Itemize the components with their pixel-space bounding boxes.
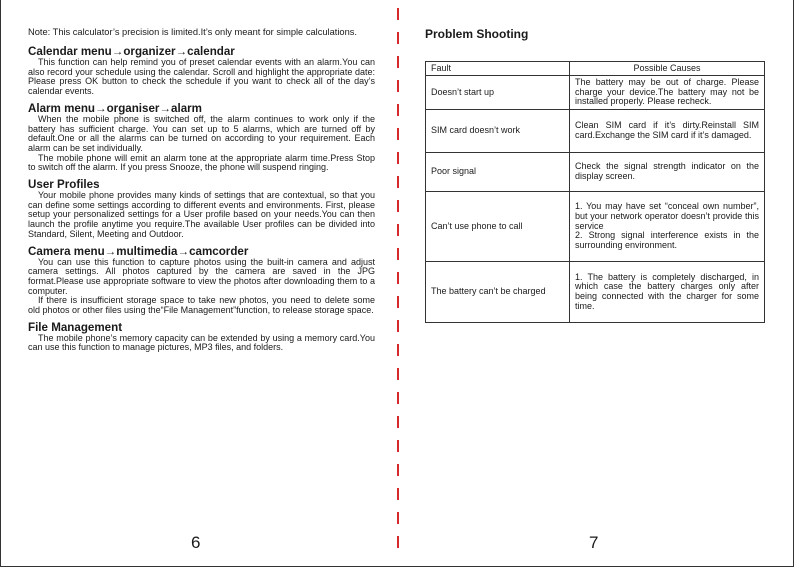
- section-heading: Camera menu→multimedia→camcorder: [28, 244, 249, 258]
- page-number-right: 7: [589, 533, 599, 552]
- section-paragraph: The mobile phone will emit an alarm tone at the appropriate alarm time.Press Stop to switch off the alarm. If you press Snooze, the phone will suspend ringing.: [28, 152, 375, 173]
- cause-cell: Check the signal strength indicator on the display screen.: [570, 153, 765, 192]
- page-number-left: 6: [191, 533, 201, 552]
- cause-cell: Clean SIM card if it’s dirty.Reinstall SIM card.Exchange the SIM card if it’s damaged.: [570, 110, 765, 153]
- cause-cell: 1. The battery is completely discharged, in which case the battery charges only after being connected with the charger for some time.: [570, 262, 765, 323]
- section-paragraph: You can use this function to capture photos using the built-in camera and adjust camera settings. All photos captured by the camera are saved in the JPG format.Please use appropriate software to view the photos after downloading them to a computer.: [28, 256, 375, 296]
- page-title: Problem Shooting: [425, 27, 529, 41]
- section-paragraph: This function can help remind you of preset calendar events with an alarm.You can also record your schedule using the calendar. Scroll and highlight the appropriate date: Please press OK button to check the schedule if you want to check all of the day’s calendar events.: [28, 57, 375, 97]
- section-paragraph: The mobile phone’s memory capacity can be extended by using a memory card.You can use this function to manage pictures, MP3 files, and folders.: [28, 332, 375, 353]
- table-row: [426, 110, 765, 153]
- column-header-fault: Fault: [426, 62, 570, 76]
- table-row: [426, 192, 765, 262]
- section-file-management: [28, 321, 375, 353]
- section-paragraph: When the mobile phone is switched off, the alarm continues to work only if the battery has sufficient charge. You can set up to 5 alarms, which are turned off by default.One or all the alarms can be turned on according to your requirement. Each alarm can be set individually.: [28, 113, 375, 153]
- section-user-profiles: [28, 178, 375, 240]
- fault-cell: Doesn’t start up: [426, 76, 570, 110]
- right-page: [425, 27, 765, 323]
- section-heading: User Profiles: [28, 178, 100, 192]
- table-row: [426, 262, 765, 323]
- section-calendar: [28, 45, 375, 97]
- fault-cell: Can’t use phone to call: [426, 192, 570, 262]
- column-header-causes: Possible Causes: [570, 62, 765, 76]
- page-edge-left: [0, 0, 1, 567]
- cause-line: 1. You may have set “conceal own number”, but your network operator doesn’t provide this service: [575, 201, 759, 231]
- cause-cell: [570, 192, 765, 262]
- fault-cell: Poor signal: [426, 153, 570, 192]
- left-page: [28, 27, 375, 358]
- section-heading: File Management: [28, 320, 123, 334]
- table-row: [426, 153, 765, 192]
- section-paragraph: If there is insufficient storage space to take new photos, you need to delete some old photos or other files using the“File Management”function, to release storage space.: [28, 295, 375, 316]
- fault-cell: The battery can’t be charged: [426, 262, 570, 323]
- troubleshooting-table: [425, 61, 765, 323]
- cause-cell: The battery may be out of charge. Please charge your device.The battery may not be installed properly. Please recheck.: [570, 76, 765, 110]
- section-paragraph: Your mobile phone provides many kinds of settings that are contextual, so that you can define some settings according to different events and environments. First, please setup your personalized settings for a User profile based on your needs.You can then launch the profile anytime you require.The available User profiles can be divided into Standard, Silent, Meeting and Outdoor.: [28, 190, 375, 239]
- calculator-note: Note: This calculator’s precision is limited.It’s only meant for simple calculations.: [28, 27, 357, 37]
- section-camera: [28, 245, 375, 316]
- section-heading: Calendar menu→organizer→calendar: [28, 45, 235, 58]
- fault-cell: SIM card doesn’t work: [426, 110, 570, 153]
- section-alarm: [28, 102, 375, 173]
- table-row: [426, 76, 765, 110]
- cause-line: 2. Strong signal interference exists in the surrounding environment.: [575, 230, 759, 251]
- table-header-row: [426, 62, 765, 76]
- page-divider-dashed: [397, 8, 399, 548]
- section-heading: Alarm menu→organiser→alarm: [28, 101, 202, 115]
